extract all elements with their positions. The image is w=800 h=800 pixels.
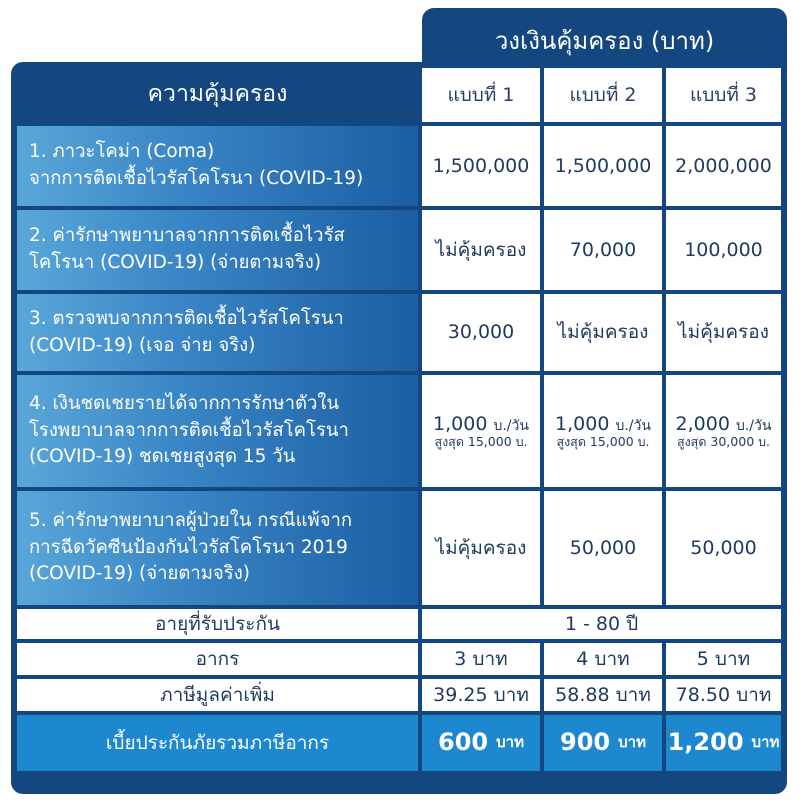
item-3-plan-3-value: ไม่คุ้มครอง [666, 294, 781, 371]
item-4-plan-3-value [666, 375, 781, 487]
coverage-item-label: 2. ค่ารักษาพยาบาลจากการติดเชื้อไวรัส โคโรนา (COVID-19) (จ่ายตามจริง) [29, 225, 345, 273]
coverage-item-3 [17, 294, 418, 371]
coverage-amount-header: วงเงินคุ้มครอง (บาท) [422, 8, 787, 72]
plan-1-header: แบบที่ 1 [422, 68, 540, 122]
item-1-plan-1-value: 1,500,000 [422, 126, 540, 206]
coverage-column-header: ความคุ้มครอง [147, 81, 288, 108]
premium-amount: 1,200 [667, 728, 744, 757]
daily-amount: 1,000 [433, 412, 488, 435]
premium-currency: บาท [618, 733, 646, 752]
item-2-plan-1-value: ไม่คุ้มครอง [422, 210, 540, 290]
daily-unit: บ./วัน [615, 417, 651, 434]
total-premium-plan-3 [666, 715, 781, 771]
coverage-item-1 [17, 126, 418, 206]
total-premium-label: เบี้ยประกันภัยรวมภาษีอากร [17, 715, 418, 771]
premium-amount: 900 [560, 728, 611, 757]
insured-age-label: อายุที่รับประกัน [17, 609, 418, 639]
item-2-plan-2-value: 70,000 [544, 210, 662, 290]
coverage-item-label: 5. ค่ารักษาพยาบาลผู้ป่วยใน กรณีแพ้จาก การฉีดวัคซีนป้องกันไวรัสโคโรนา 2019 (COVID-19) (จ่ายตามจริง) [29, 509, 353, 585]
coverage-table [17, 68, 781, 788]
total-premium-plan-2 [544, 715, 662, 771]
coverage-item-label: 4. เงินชดเชยรายได้จากการรักษาตัวใน โรงพยาบาลจากการติดเชื้อไวรัสโคโรนา (COVID-19) ชดเชยสูงสุด 15 วัน [29, 392, 349, 468]
vat-plan-3: 78.50 บาท [666, 679, 781, 711]
plan-2-header: แบบที่ 2 [544, 68, 662, 122]
coverage-item-5 [17, 491, 418, 605]
stamp-duty-plan-3: 5 บาท [666, 643, 781, 675]
stamp-duty-plan-1: 3 บาท [422, 643, 540, 675]
daily-unit: บ./วัน [493, 417, 529, 434]
premium-amount: 600 [438, 728, 489, 757]
daily-max: สูงสุด 15,000 บ. [556, 433, 650, 449]
plan-3-header: แบบที่ 3 [666, 68, 781, 122]
item-1-plan-2-value: 1,500,000 [544, 126, 662, 206]
item-4-plan-2-value [544, 375, 662, 487]
vat-plan-1: 39.25 บาท [422, 679, 540, 711]
total-premium-plan-1 [422, 715, 540, 771]
coverage-item-label: 3. ตรวจพบจากการติดเชื้อไวรัสโคโรนา (COVID-19) (เจอ จ่าย จริง) [29, 307, 344, 356]
item-5-plan-2-value: 50,000 [544, 491, 662, 605]
insured-age-value: 1 - 80 ปี [422, 609, 781, 639]
daily-unit: บ./วัน [735, 417, 772, 434]
item-1-plan-3-value: 2,000,000 [666, 126, 781, 206]
item-5-plan-1-value: ไม่คุ้มครอง [422, 491, 540, 605]
coverage-item-label: 1. ภาวะโคม่า (Coma) จากการติดเชื้อไวรัสโคโรนา (COVID-19) [29, 141, 364, 189]
daily-amount: 1,000 [555, 412, 610, 435]
premium-currency: บาท [496, 733, 524, 752]
item-3-plan-1-value: 30,000 [422, 294, 540, 371]
item-4-plan-1-value [422, 375, 540, 487]
vat-plan-2: 58.88 บาท [544, 679, 662, 711]
item-3-plan-2-value: ไม่คุ้มครอง [544, 294, 662, 371]
daily-max: สูงสุด 15,000 บ. [434, 433, 528, 449]
premium-currency: บาท [751, 733, 780, 752]
coverage-item-4 [17, 375, 418, 487]
coverage-item-2 [17, 210, 418, 290]
vat-label: ภาษีมูลค่าเพิ่ม [17, 679, 418, 711]
daily-max: สูงสุด 30,000 บ. [676, 433, 771, 449]
item-2-plan-3-value: 100,000 [666, 210, 781, 290]
item-5-plan-3-value: 50,000 [666, 491, 781, 605]
stamp-duty-label: อากร [17, 643, 418, 675]
daily-amount: 2,000 [675, 412, 730, 435]
stamp-duty-plan-2: 4 บาท [544, 643, 662, 675]
